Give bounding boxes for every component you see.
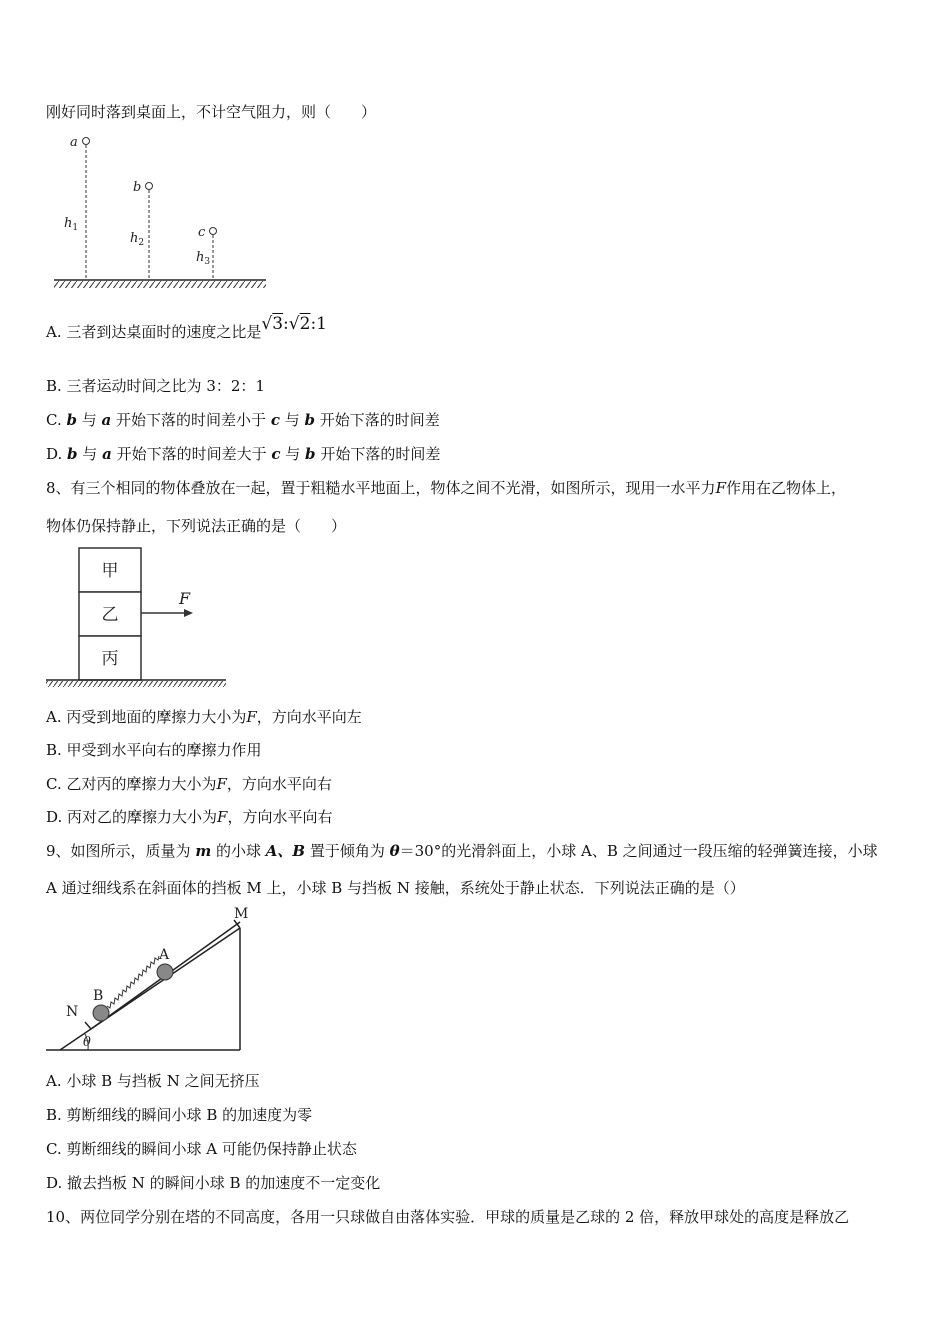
- label-c: c: [198, 225, 206, 240]
- label-h3: $h_3$: [196, 250, 211, 267]
- label-M: M: [234, 906, 249, 922]
- ball-B: [93, 1005, 109, 1021]
- label-A: A: [159, 947, 170, 963]
- intro-line: 刚好同时落到桌面上，不计空气阻力，则（ ）: [46, 103, 377, 121]
- q7-option-d: D. b 与 a 开始下落的时间差大于 c 与 b 开始下落的时间差: [46, 445, 441, 463]
- ball-a: [83, 138, 90, 145]
- q10-stem-line1: 10、两位同学分别在塔的不同高度，各用一只球做自由落体实验．甲球的质量是乙球的 2 倍，释放甲球处的高度是释放乙: [46, 1208, 850, 1226]
- q7-option-c: C. b 与 a 开始下落的时间差小于 c 与 b 开始下落的时间差: [46, 411, 440, 429]
- q9-stem-line1: 9、如图所示，质量为 m 的小球 A、B 置于倾角为 θ＝30°的光滑斜面上，小球 A、B 之间通过一段压缩的轻弹簧连接，小球: [46, 842, 878, 860]
- stacked-blocks-figure: [44, 546, 244, 691]
- label-theta: θ: [83, 1035, 91, 1050]
- q9-option-a: A. 小球 B 与挡板 N 之间无挤压: [46, 1072, 260, 1090]
- q7-option-b: B. 三者运动时间之比为 3：2：1: [46, 377, 265, 395]
- ball-b: [146, 183, 153, 190]
- label-h2: $h_2$: [130, 231, 145, 248]
- label-B: B: [93, 988, 104, 1004]
- q9-stem-line2: A 通过细线系在斜面体的挡板 M 上，小球 B 与挡板 N 接触，系统处于静止状态．下列说法正确的是（）: [46, 879, 745, 897]
- label-a: a: [70, 135, 78, 150]
- label-b: b: [133, 180, 142, 195]
- q9-option-d: D. 撤去挡板 N 的瞬间小球 B 的加速度不一定变化: [46, 1174, 381, 1192]
- force-label: F: [179, 589, 191, 608]
- q8-option-c: C. 乙对丙的摩擦力大小为F，方向水平向右: [46, 775, 332, 793]
- ball-c: [210, 228, 217, 235]
- q8-stem-line2: 物体仍保持静止，下列说法正确的是（ ）: [46, 517, 347, 535]
- label-N: N: [66, 1004, 79, 1020]
- q9-option-c: C. 剪断细线的瞬间小球 A 可能仍保持静止状态: [46, 1140, 357, 1158]
- label-h1: $h_1$: [64, 216, 79, 233]
- q8-option-b: B. 甲受到水平向右的摩擦力作用: [46, 741, 262, 759]
- q7-option-a: A. 三者到达桌面时的速度之比是√3:√2:1: [46, 314, 327, 341]
- q8-option-a: A. 丙受到地面的摩擦力大小为F，方向水平向左: [46, 708, 362, 726]
- block-bing: 丙: [101, 649, 119, 669]
- incline-figure: [44, 906, 254, 1056]
- block-jia: 甲: [101, 561, 119, 581]
- q8-option-d: D. 丙对乙的摩擦力大小为F，方向水平向右: [46, 808, 333, 826]
- ball-A: [157, 964, 173, 980]
- q8-stem-line1: 8、有三个相同的物体叠放在一起，置于粗糙水平地面上，物体之间不光滑，如图所示，现用一水平力F作用在乙物体上，: [46, 479, 846, 497]
- q9-option-b: B. 剪断细线的瞬间小球 B 的加速度为零: [46, 1106, 313, 1124]
- free-fall-figure: [46, 130, 276, 295]
- block-yi: 乙: [101, 605, 119, 625]
